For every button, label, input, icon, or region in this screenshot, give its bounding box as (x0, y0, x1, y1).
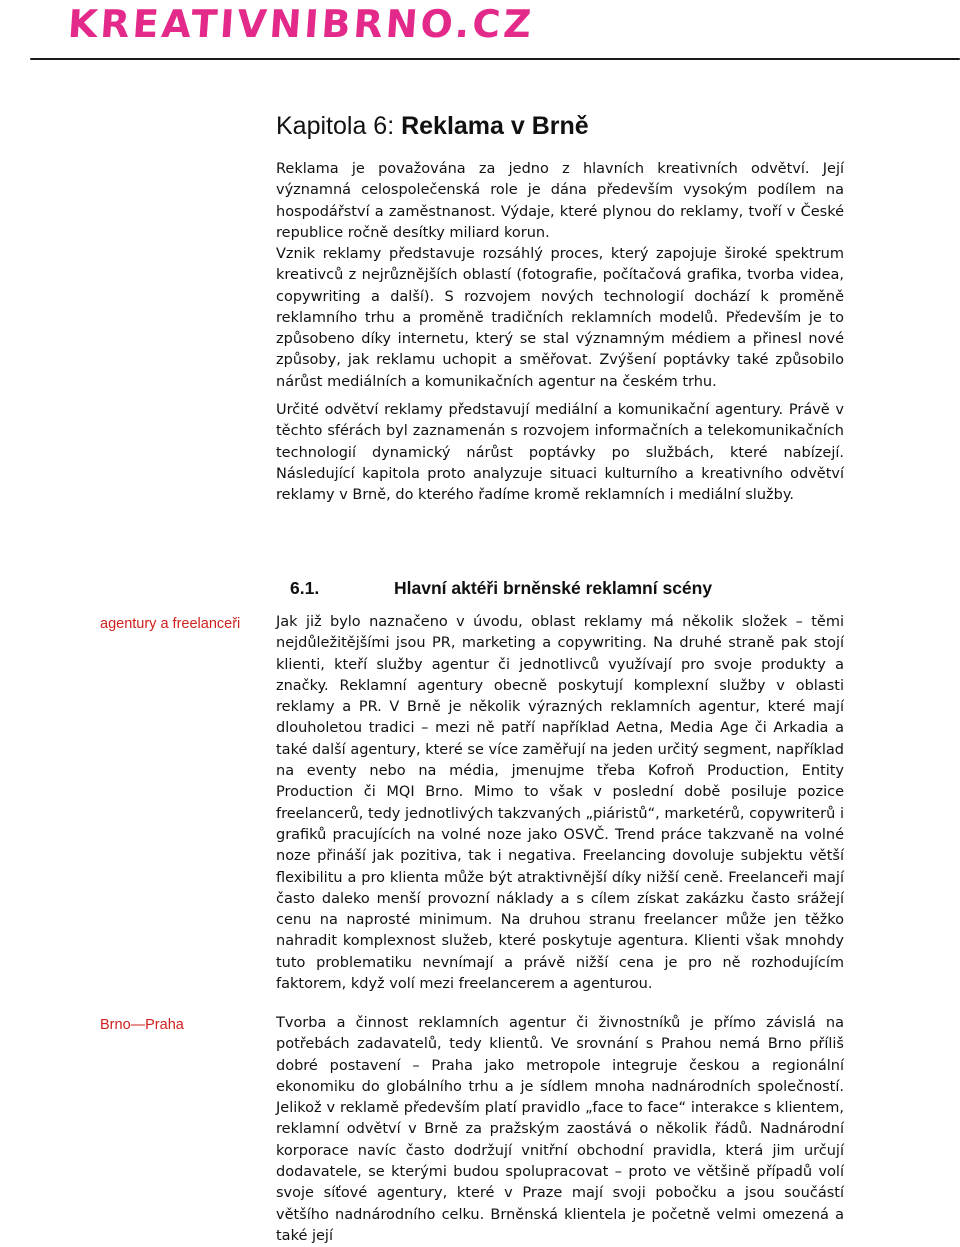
margin-note-brno-praha: Brno—Praha (100, 1017, 184, 1033)
section-heading (290, 578, 850, 599)
intro-paragraph-2: Vznik reklamy představuje rozsáhlý proces, který zapojuje široké spektrum kreativců z nejrůznějších oblastí (fotografie, počítačová grafika, tvorba videa, copywriting a další). S rozvojem nových technologií dochází k proměně reklamního trhu a proměně tradičních reklamních modelů. Především je to způsobeno díky internetu, který se stal významným médiem a přinesl nové způsoby, jak reklamu uchopit a směřovat. Zvýšení poptávky také způsobilo nárůst mediálních a komunikačních agentur na českém trhu. (276, 246, 844, 390)
chapter-title-bold: Reklama v Brně (401, 112, 589, 140)
header-rule (30, 58, 960, 60)
intro-paragraph-1: Reklama je považována za jedno z hlavních kreativních odvětví. Její významná celospolečenská role je dána především vysokým podílem na hospodářství a zaměstnanost. Výdaje, které plynou do reklamy, tvoří v České republice ročně desítky miliard korun. (276, 161, 844, 241)
margin-note-agencies: agentury a freelanceři (100, 616, 241, 632)
section-paragraph-2: Tvorba a činnost reklamních agentur či živnostníků je přímo závislá na potřebách zadavatelů, tedy klientů. Ve srovnání s Prahou nemá Brno příliš dobré postavení – Praha jako metropole integruje českou a regionální ekonomiku do globálního trhu a je sídlem mnoha nadnárodních společností. Jelikož v reklamě především platí pravidlo „face to face“ interakce s klientem, reklamní odvětví v Brně za pražským zaostává o několik řádů. Nadnárodní korporace navíc často dodržují vnitřní obchodní pravidla, která jim určují dodavatele, se kterými budou spolupracovat – proto ve většině případů volí svoje síťové agentury, které v Praze mají svoji pobočku a jsou součástí většího nadnárodního celku. Brněnská klientela je početně velmi omezená a také její (276, 1015, 844, 1244)
intro-paragraph-3: Určité odvětví reklamy představují mediální a komunikační agentury. Právě v těchto sférách byl zaznamenán s rozvojem informačních a telekomunikačních technologií dynamický nárůst poptávky po službách, které nabízejí. Následující kapitola proto analyzuje situaci kulturního a kreativního odvětví reklamy v Brně, do kterého řadíme kromě reklamních i mediální služby. (276, 402, 844, 504)
site-logo: KREATIVNIBRNO.CZ (66, 2, 536, 46)
section-paragraph-1: Jak již bylo naznačeno v úvodu, oblast reklamy má několik složek – těmi nejdůležitějšími jsou PR, marketing a copywriting. Na druhé straně pak stojí klienti, kteří služby agentur či jednotlivců využívají pro svoje produkty a značky. Reklamní agentury obecně poskytují komplexní služby v oblasti reklamy a PR. V Brně je několik výrazných reklamních agentur, které mají dlouholetou tradici – mezi ně patří například Aetna, Media Age či Arkadia a také další agentury, které se více zaměřují na jeden určitý segment, například na eventy nebo na média, jmenujme třeba Kofroň Production, Entity Production či MQI Brno. Mimo to však v poslední době posiluje pozice freelancerů, tedy jednotlivých takzvaných „piáristů“, marketérů, copywriterů i grafiků pracujících na volné noze jako OSVČ. Trend práce takzvaně na volné noze přináší jak pozitiva, tak i negativa. Freelancing dovoluje subjektu větší flexibilitu a pro klienta může být atraktivnější díky nižší ceně. Freelanceři mají často daleko menší provozní náklady a s cílem získat zakázku často srážejí cenu na naprosté minimum. Na druhou stranu freelancer může jen těžko nahradit komplexnost služeb, které poskytuje agentura. Klienti však mnohdy tuto problematiku nevnímají a právě nižší cena je pro ně rozhodujícím faktorem, když volí mezi freelancerem a agenturou. (276, 614, 844, 993)
chapter-title (276, 112, 589, 141)
chapter-title-prefix: Kapitola 6: (276, 112, 402, 140)
section-title: Hlavní aktéři brněnské reklamní scény (394, 578, 713, 598)
section-number: 6.1. (290, 578, 320, 598)
